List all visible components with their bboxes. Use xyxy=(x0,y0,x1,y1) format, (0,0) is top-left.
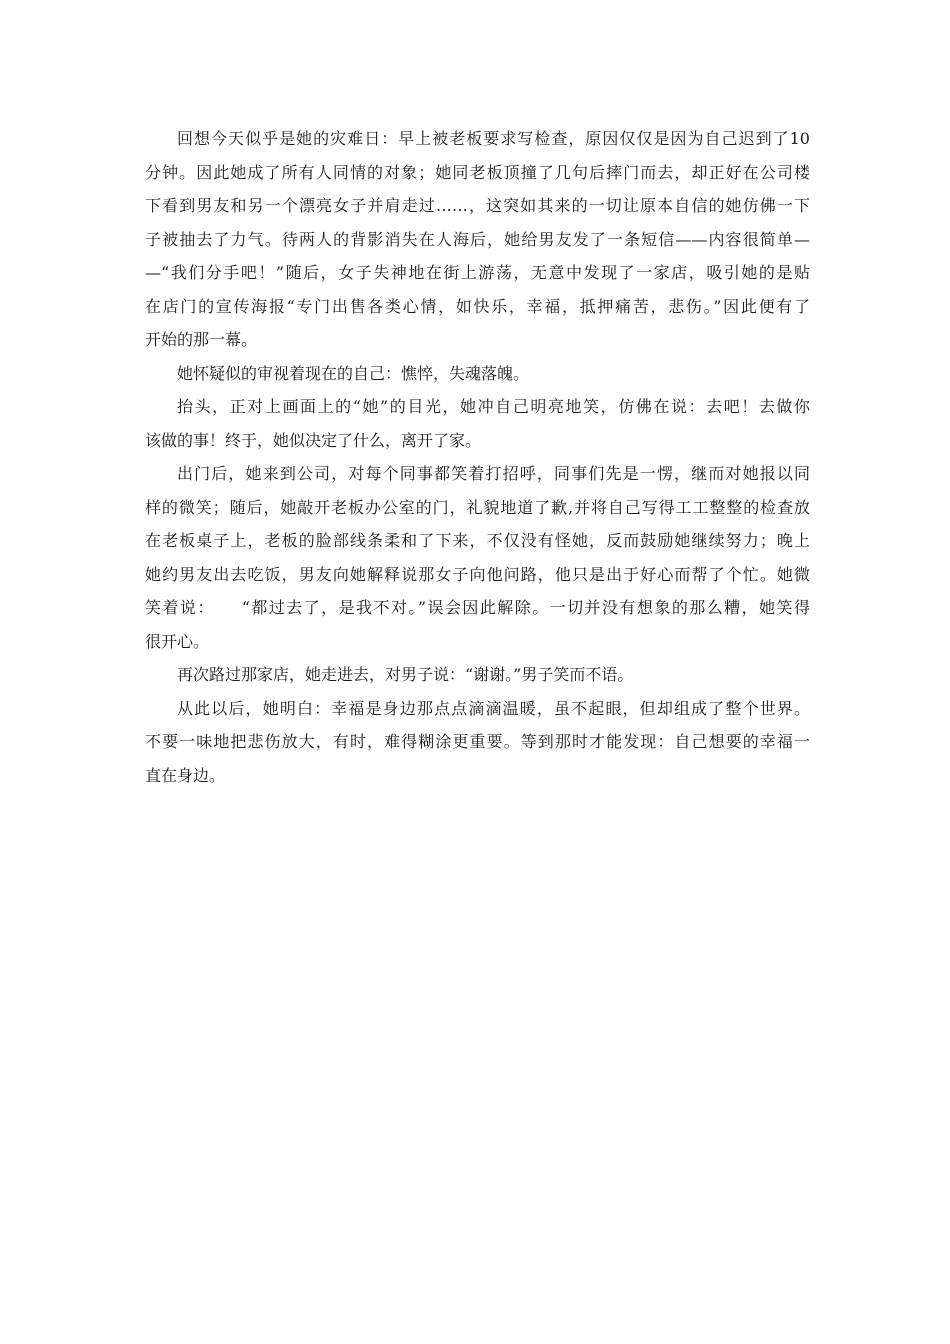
text-line: 她约男友出去吃饭，男友向她解释说那女子向他问路，他只是出于好心而帮了个忙。她微 xyxy=(145,564,810,584)
text-line: 不要一味地把悲伤放大，有时，难得糊涂更重要。等到那时才能发现：自己想要的幸福一 xyxy=(145,732,810,751)
text-line: 很开心。 xyxy=(145,631,210,651)
text-line: 从此以后，她明白：幸福是身边那点点滴滴温暖，虽不起眼，但却组成了整个世界。 xyxy=(177,698,810,718)
text-line: 出门后，她来到公司，对每个同事都笑着打招呼，同事们先是一愣，继而对她报以同 xyxy=(177,464,810,483)
paragraph-5 xyxy=(145,658,810,692)
text-line: 在店门的宣传海报“专门出售各类心情，如快乐，幸福，抵押痛苦，悲伤。”因此便有了 xyxy=(145,296,810,316)
text-line: 样的微笑；随后，她敲开老板办公室的门，礼貌地道了歉,并将自己写得工工整整的检查放 xyxy=(145,497,810,517)
text-line: 下看到男友和另一个漂亮女子并肩走过……，这突如其来的一切让原本自信的她仿佛一下 xyxy=(145,196,810,215)
text-line: 抬头，正对上画面上的“她”的目光，她冲自己明亮地笑，仿佛在说：去吧！去做你 xyxy=(177,397,810,416)
text-line: 她怀疑似的审视着现在的自己：憔悴，失魂落魄。 xyxy=(177,363,530,383)
text-line: 开始的那一幕。 xyxy=(145,330,258,349)
text-line: 该做的事！终于，她似决定了什么，离开了家。 xyxy=(145,430,482,450)
text-line: 回想今天似乎是她的灾难日：早上被老板要求写检查，原因仅仅是因为自己迟到了10 xyxy=(177,129,810,148)
paragraph-3 xyxy=(145,390,810,457)
text-line: 直在身边。 xyxy=(145,765,226,785)
paragraph-4 xyxy=(145,457,810,658)
text-line: 在老板桌子上，老板的脸部线条柔和了下来，不仅没有怪她，反而鼓励她继续努力；晚上 xyxy=(145,531,810,550)
text-line: 再次路过那家店，她走进去，对男子说：“谢谢。”男子笑而不语。 xyxy=(177,665,634,684)
text-line: 笑着说： “都过去了，是我不对。”误会因此解除。一切并没有想象的那么糟，她笑得 xyxy=(145,598,810,617)
paragraph-2 xyxy=(145,357,810,391)
paragraph-1 xyxy=(145,122,810,357)
text-line: 子被抽去了力气。待两人的背影消失在人海后，她给男友发了一条短信——内容很简单— xyxy=(145,229,810,249)
text-line: 分钟。因此她成了所有人同情的对象；她同老板顶撞了几句后摔门而去，却正好在公司楼 xyxy=(145,162,810,182)
paragraph-6 xyxy=(145,692,810,793)
text-line: —“我们分手吧！”随后，女子失神地在街上游荡，无意中发现了一家店，吸引她的是贴 xyxy=(145,263,810,282)
story-text xyxy=(145,122,810,792)
